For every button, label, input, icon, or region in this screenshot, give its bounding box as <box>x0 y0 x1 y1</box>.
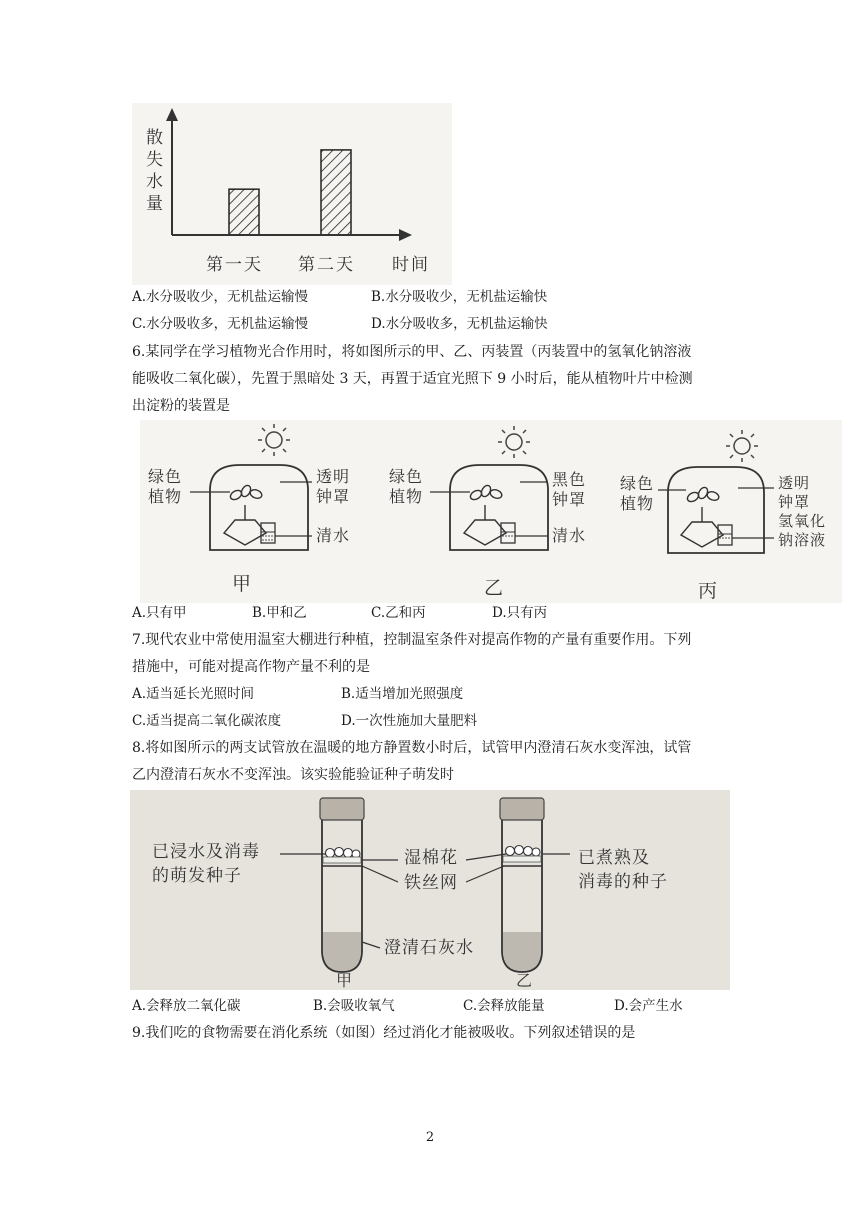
label-line: 的萌发种子 <box>152 866 242 886</box>
q8-option-c: C.会释放能量 <box>463 998 545 1014</box>
flask <box>224 520 266 545</box>
seeds-jia <box>326 848 361 859</box>
q8-line-2: 乙内澄清石灰水不变浑浊。该实验能验证种子萌发时 <box>132 767 454 783</box>
yi-plant-label <box>389 467 423 507</box>
jia-water-label: 清水 <box>316 526 351 545</box>
plant-icon <box>229 484 263 520</box>
q6-option-b: B.甲和乙 <box>252 605 307 621</box>
stopper-jia <box>320 798 364 820</box>
cotton-yi <box>503 856 541 862</box>
flask <box>681 522 723 547</box>
q6-line-2: 能吸收二氧化碳），先置于黑暗处 3 天，再置于适宜光照下 9 小时后，能从植物叶片中检测 <box>132 371 693 387</box>
tube-jia-caption: 甲 <box>336 971 355 990</box>
seeds-yi <box>506 846 541 857</box>
sun-icon <box>258 424 290 456</box>
limewater-label: 澄清石灰水 <box>384 938 474 958</box>
bar-第二天 <box>321 150 351 235</box>
tube-yi-caption: 乙 <box>516 971 535 990</box>
q7-option-c: C.适当提高二氧化碳浓度 <box>132 713 282 729</box>
label-line: 钟罩 <box>316 487 351 506</box>
x-axis-arrow <box>399 229 412 241</box>
jia-jar-label <box>316 467 350 507</box>
q5-option-d: D.水分吸收多，无机盐运输快 <box>371 316 548 332</box>
limewater-jia <box>323 932 361 971</box>
q6-line-3: 出淀粉的装置是 <box>132 398 230 414</box>
q5-option-b: B.水分吸收少，无机盐运输快 <box>371 289 548 305</box>
q6-line-1: 6.某同学在学习植物光合作用时，将如图所示的甲、乙、丙装置（丙装置中的氢氧化钠溶液 <box>132 344 692 360</box>
bing-caption: 丙 <box>698 580 720 602</box>
label-line: 绿色 <box>148 467 183 486</box>
q7-line-1: 7.现代农业中常使用温室大棚进行种植，控制温室条件对提高作物的产量有重要作用。下列 <box>132 632 692 648</box>
naoh-cup <box>718 525 732 545</box>
jia-plant-label <box>148 467 182 507</box>
y-axis-arrow <box>166 108 178 121</box>
label-line: 钠溶液 <box>778 531 827 549</box>
ylabel-char: 量 <box>146 194 164 214</box>
q9-line: 9.我们吃的食物需要在消化系统（如图）经过消化才能被吸收。下列叙述错误的是 <box>132 1025 636 1041</box>
q8-option-d: D.会产生水 <box>614 998 683 1014</box>
yi-caption: 乙 <box>484 577 506 599</box>
page-number: 2 <box>425 1130 435 1145</box>
q8-option-b: B.会吸收氧气 <box>313 998 395 1014</box>
q8-line-1: 8.将如图所示的两支试管放在温暖的地方静置数小时后，试管甲内澄清石灰水变浑浊，试管 <box>132 740 692 756</box>
bar-第一天 <box>229 189 259 235</box>
q6-option-a: A.只有甲 <box>132 605 187 621</box>
wire-mesh-label: 铁丝网 <box>404 873 458 893</box>
label-line: 绿色 <box>389 467 424 486</box>
label-line: 已煮熟及 <box>578 848 650 868</box>
soaked-seeds-label <box>152 840 260 888</box>
x-axis-label: 时间 <box>392 255 430 275</box>
label-line: 钟罩 <box>778 493 811 511</box>
label-line: 植物 <box>620 494 655 513</box>
ylabel-char: 散 <box>146 128 164 148</box>
jia-caption: 甲 <box>232 573 254 595</box>
q8-option-a: A.会释放二氧化碳 <box>132 998 241 1014</box>
limewater-yi <box>503 932 541 971</box>
y-axis-label <box>146 127 168 215</box>
yi-water-label: 清水 <box>552 526 587 545</box>
ylabel-char: 失 <box>146 150 164 170</box>
ylabel-char: 水 <box>146 172 164 192</box>
label-line: 钟罩 <box>552 490 587 509</box>
cotton-label: 湿棉花 <box>404 848 458 868</box>
q5-option-a: A.水分吸收少，无机盐运输慢 <box>132 289 309 305</box>
q7-option-a: A.适当延长光照时间 <box>132 686 255 702</box>
label-line: 植物 <box>389 487 424 506</box>
sun-icon <box>726 430 758 462</box>
cotton-jia <box>323 857 361 863</box>
label-line: 透明 <box>778 474 811 492</box>
bing-plant-label <box>620 474 654 514</box>
water-cup <box>501 523 515 543</box>
label-line: 透明 <box>316 467 351 486</box>
q6-option-d: D.只有丙 <box>492 605 548 621</box>
label-line: 绿色 <box>620 474 655 493</box>
flask <box>464 520 506 545</box>
x-category-2: 第二天 <box>298 255 355 275</box>
sun-icon <box>498 426 530 458</box>
label-line: 已浸水及消毒 <box>152 842 260 862</box>
stopper-yi <box>500 798 544 820</box>
bing-right-label <box>778 474 826 550</box>
yi-jar-label <box>552 470 586 510</box>
label-line: 黑色 <box>552 470 587 489</box>
label-line: 消毒的种子 <box>578 872 668 892</box>
q6-option-c: C.乙和丙 <box>371 605 426 621</box>
q5-option-c: C.水分吸收多，无机盐运输慢 <box>132 316 309 332</box>
q7-option-b: B.适当增加光照强度 <box>341 686 464 702</box>
boiled-seeds-label <box>578 846 668 894</box>
plant-icon <box>469 484 503 520</box>
label-line: 植物 <box>148 487 183 506</box>
x-category-1: 第一天 <box>206 255 263 275</box>
q7-option-d: D.一次性施加大量肥料 <box>341 713 478 729</box>
label-line: 氢氧化 <box>778 512 827 530</box>
plant-icon <box>686 486 720 522</box>
bell-jar <box>668 467 764 553</box>
q7-line-2: 措施中，可能对提高作物产量不利的是 <box>132 659 370 675</box>
